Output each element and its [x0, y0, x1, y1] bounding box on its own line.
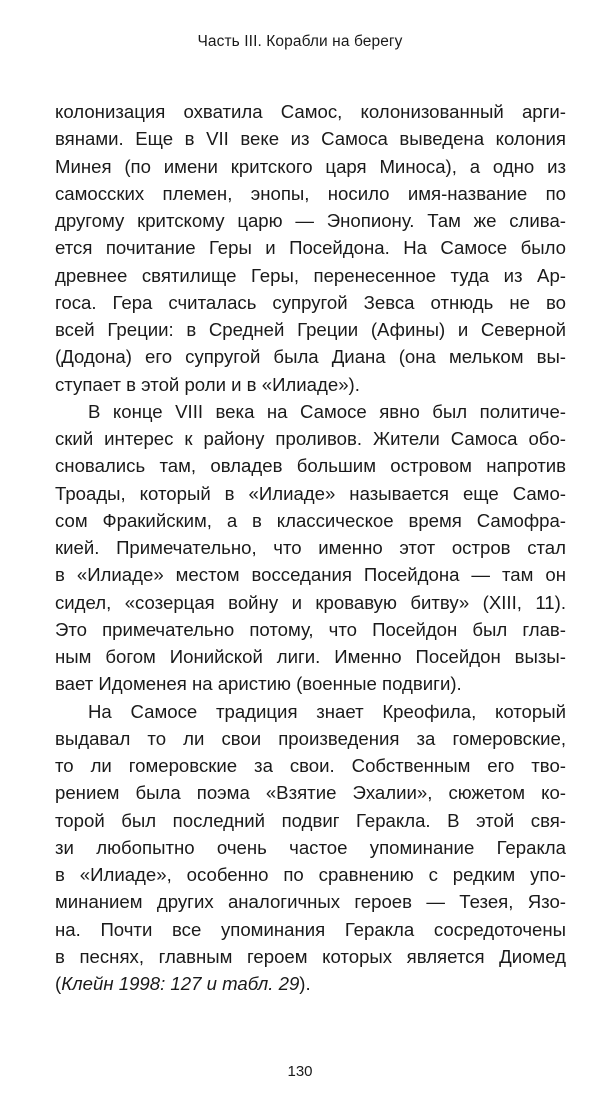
text-line: Минея (по имени критского царя Миноса), а одно из	[55, 155, 566, 177]
running-head-title: Часть III. Корабли на берегу	[197, 33, 403, 50]
citation-open: (	[55, 973, 62, 994]
text-line: сидел, «созерцая войну и кровавую битву» (XIII, 11).	[55, 591, 566, 613]
paragraph	[55, 398, 566, 698]
text-line: всей Греции: в Средней Греции (Афины) и Северной	[55, 319, 566, 340]
text-line: рением была поэма «Взятие Эхалии», сюжетом ко-	[55, 782, 566, 804]
text-line: минанием других аналогичных героев — Тезея, Язо-	[55, 891, 566, 913]
text-line: ский интерес к району проливов. Жители Самоса обо-	[55, 428, 566, 449]
text-line: в «Илиаде», особенно по сравнению с редким упо-	[55, 864, 566, 885]
text-line: самосских племен, энопы, носило имя-название по	[55, 182, 566, 204]
text-line: другому критскому царю — Энопиону. Там же слива-	[55, 210, 566, 231]
text-line: кией. Примечательно, что именно этот остров стал	[55, 537, 566, 558]
text-line: древнее святилище Геры, перенесенное туда из Ар-	[55, 264, 566, 286]
text-line: в «Илиаде» местом восседания Посейдона — там он	[55, 564, 566, 586]
page-number: 130	[287, 1063, 313, 1080]
citation-close: ).	[299, 973, 311, 994]
text-line: зи любопытно очень частое упоминание Геракла	[55, 836, 566, 858]
paragraph	[55, 98, 566, 398]
text-line: выдавал то ли свои произведения за гомеровские,	[55, 727, 566, 749]
text-line: В конце VIII века на Самосе явно был политиче-	[88, 400, 566, 422]
citation-line	[55, 970, 566, 997]
text-line: в песнях, главным героем которых является Диомед	[55, 945, 566, 967]
text-line: Троады, который в «Илиаде» называется еще Само-	[55, 482, 566, 504]
body-text	[55, 98, 566, 997]
text-line: то ли гомеровские за свои. Собственным его тво-	[55, 755, 566, 776]
text-line: сом Фракийским, а в классическое время Самофра-	[55, 509, 566, 531]
text-line: вает Идоменея на аристию (военные подвиги).	[55, 673, 462, 695]
text-line: ступает в этой роли и в «Илиаде»).	[55, 373, 360, 395]
text-line: На Самосе традиция знает Креофила, который	[88, 700, 566, 722]
citation-reference: Клейн 1998: 127 и табл. 29	[61, 973, 300, 994]
text-line: (Додона) его супругой была Диана (она мельком вы-	[55, 346, 566, 368]
text-line: сновались там, овладев большим островом напротив	[55, 455, 566, 477]
text-line: вянами. Еще в VII веке из Самоса выведена колония	[55, 128, 566, 150]
text-line: торой был последний подвиг Геракла. В этой свя-	[55, 809, 566, 831]
text-line: колонизация охватила Самос, колонизованный арги-	[55, 101, 566, 122]
text-line: госа. Гера считалась супругой Зевса отнюдь не во	[55, 291, 566, 313]
text-line: на. Почти все упоминания Геракла сосредоточены	[55, 918, 566, 940]
text-line: ется почитание Геры и Посейдона. На Самосе было	[55, 237, 566, 259]
paragraph	[55, 698, 566, 998]
text-line: Это примечательно потому, что Посейдон был глав-	[55, 618, 566, 640]
text-line: ным богом Ионийской лиги. Именно Посейдон вызы-	[55, 646, 566, 667]
